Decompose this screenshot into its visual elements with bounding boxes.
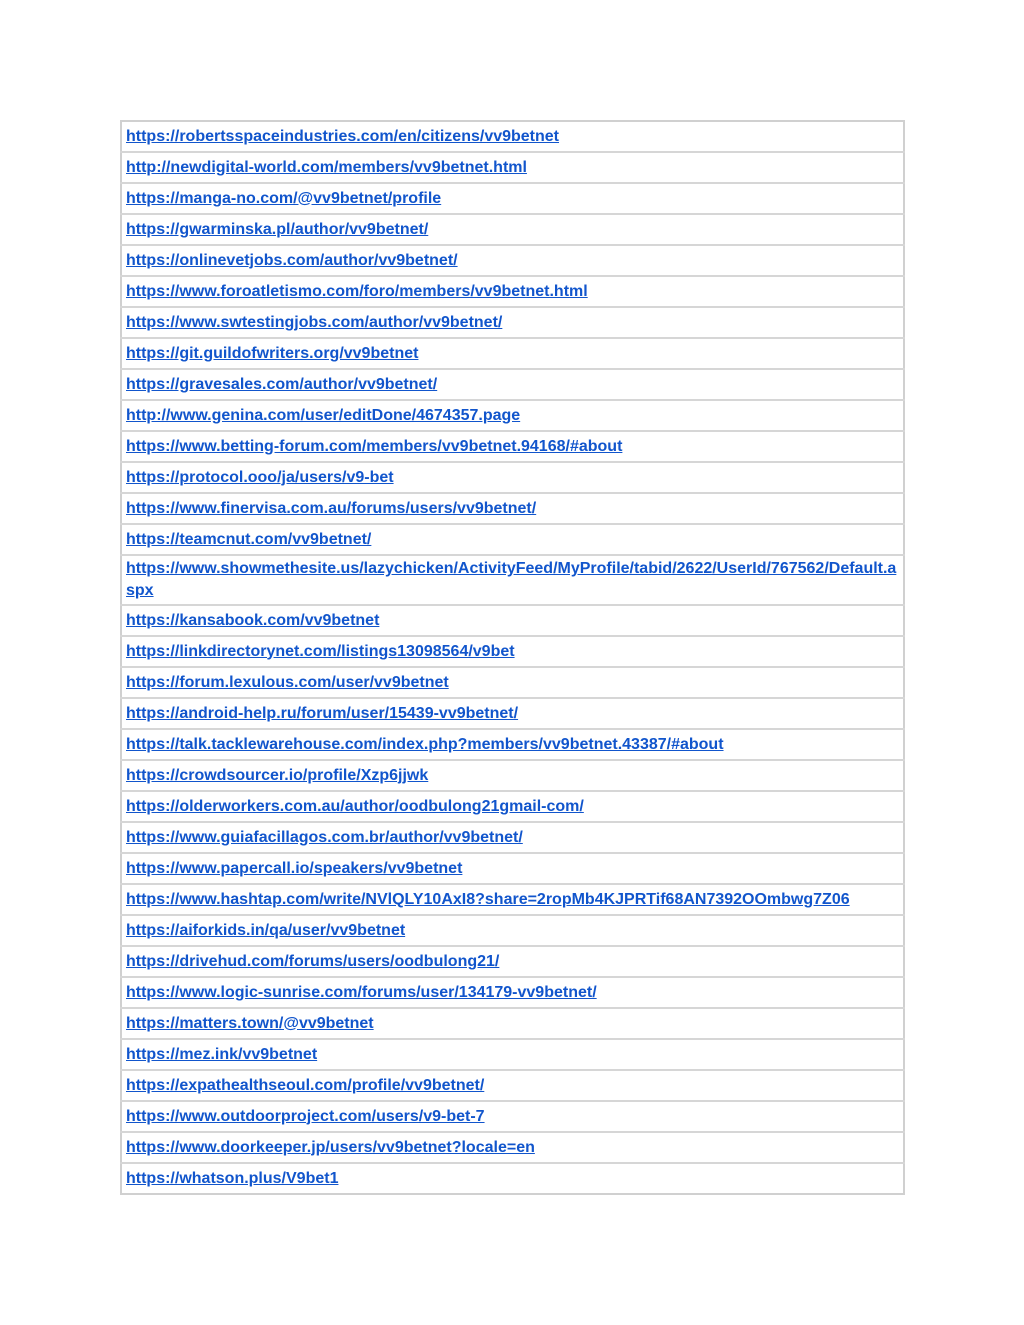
table-row [121,729,904,760]
table-cell [121,1070,904,1101]
table-row [121,462,904,493]
link-lexulous[interactable]: https://forum.lexulous.com/user/vv9betnet [126,673,449,691]
link-foroatletismo[interactable]: https://www.foroatletismo.com/foro/members/vv9betnet.html [126,282,588,300]
link-doorkeeper[interactable]: https://www.doorkeeper.jp/users/vv9betnet?locale=en [126,1138,535,1156]
link-olderworkers[interactable]: https://olderworkers.com.au/author/oodbulong21gmail-com/ [126,797,584,815]
table-cell [121,822,904,853]
table-row [121,524,904,555]
table-cell [121,183,904,214]
document-page [120,120,905,1195]
link-swtestingjobs[interactable]: https://www.swtestingjobs.com/author/vv9betnet/ [126,313,503,331]
table-row [121,1070,904,1101]
link-showmethesite[interactable]: https://www.showmethesite.us/lazychicken/ActivityFeed/MyProfile/tabid/2622/UserId/767562/Default.aspx [126,560,897,599]
link-tacklewarehouse[interactable]: https://talk.tacklewarehouse.com/index.php?members/vv9betnet.43387/#about [126,735,724,753]
link-guildofwriters[interactable]: https://git.guildofwriters.org/vv9betnet [126,344,419,362]
link-outdoorproject[interactable]: https://www.outdoorproject.com/users/v9-bet-7 [126,1107,485,1125]
link-gravesales[interactable]: https://gravesales.com/author/vv9betnet/ [126,375,438,393]
table-row [121,431,904,462]
table-cell [121,214,904,245]
table-cell [121,400,904,431]
table-row [121,338,904,369]
table-row [121,822,904,853]
table-row [121,1163,904,1194]
table-cell [121,729,904,760]
link-linkdirectorynet[interactable]: https://linkdirectorynet.com/listings13098564/v9bet [126,642,515,660]
table-row [121,915,904,946]
link-betting-forum[interactable]: https://www.betting-forum.com/members/vv9betnet.94168/#about [126,437,623,455]
table-cell [121,1132,904,1163]
table-cell [121,307,904,338]
link-onlinevetjobs[interactable]: https://onlinevetjobs.com/author/vv9betnet/ [126,251,458,269]
table-cell [121,1039,904,1070]
link-gwarminska[interactable]: https://gwarminska.pl/author/vv9betnet/ [126,220,429,238]
table-cell [121,667,904,698]
table-cell [121,946,904,977]
table-row [121,667,904,698]
table-cell [121,462,904,493]
table-cell [121,698,904,729]
link-crowdsourcer[interactable]: https://crowdsourcer.io/profile/Xzp6jjwk [126,766,429,784]
table-row [121,276,904,307]
link-android-help[interactable]: https://android-help.ru/forum/user/15439-vv9betnet/ [126,704,519,722]
link-mez-ink[interactable]: https://mez.ink/vv9betnet [126,1045,318,1063]
table-row [121,853,904,884]
table-row [121,1132,904,1163]
table-cell [121,760,904,791]
table-cell [121,493,904,524]
table-row [121,245,904,276]
table-row [121,946,904,977]
table-row [121,698,904,729]
table-cell [121,121,904,152]
link-table [120,120,905,1195]
table-row [121,555,904,605]
table-row [121,400,904,431]
table-cell [121,853,904,884]
table-cell [121,276,904,307]
table-cell [121,1101,904,1132]
table-cell [121,369,904,400]
table-row [121,977,904,1008]
table-cell [121,977,904,1008]
link-hashtap[interactable]: https://www.hashtap.com/write/NVlQLY10AxI8?share=2ropMb4KJPRTif68AN7392OOmbwg7Z06 [126,890,850,908]
table-cell [121,605,904,636]
link-finervisa[interactable]: https://www.finervisa.com.au/forums/users/vv9betnet/ [126,499,537,517]
link-kansabook[interactable]: https://kansabook.com/vv9betnet [126,611,380,629]
table-row [121,791,904,822]
table-row [121,1039,904,1070]
table-cell [121,884,904,915]
link-manga-no[interactable]: https://manga-no.com/@vv9betnet/profile [126,189,442,207]
table-row [121,493,904,524]
table-row [121,760,904,791]
table-row [121,1008,904,1039]
link-guiafacillagos[interactable]: https://www.guiafacillagos.com.br/author/vv9betnet/ [126,828,523,846]
table-row [121,369,904,400]
link-robertsspaceindustries[interactable]: https://robertsspaceindustries.com/en/citizens/vv9betnet [126,127,560,145]
table-cell [121,431,904,462]
table-cell [121,152,904,183]
table-row [121,884,904,915]
link-genina[interactable]: http://www.genina.com/user/editDone/4674357.page [126,406,521,424]
table-row [121,636,904,667]
table-row [121,121,904,152]
table-cell [121,524,904,555]
table-row [121,152,904,183]
table-cell [121,338,904,369]
link-matters-town[interactable]: https://matters.town/@vv9betnet [126,1014,374,1032]
link-newdigital-world[interactable]: http://newdigital-world.com/members/vv9betnet.html [126,158,527,176]
link-aiforkids[interactable]: https://aiforkids.in/qa/user/vv9betnet [126,921,406,939]
link-protocol-ooo[interactable]: https://protocol.ooo/ja/users/v9-bet [126,468,394,486]
link-whatson-plus[interactable]: https://whatson.plus/V9bet1 [126,1169,339,1187]
link-logic-sunrise[interactable]: https://www.logic-sunrise.com/forums/user/134179-vv9betnet/ [126,983,597,1001]
table-row [121,605,904,636]
table-row [121,307,904,338]
table-cell [121,555,904,605]
table-cell [121,915,904,946]
table-cell [121,636,904,667]
table-row [121,183,904,214]
table-cell [121,245,904,276]
table-cell [121,791,904,822]
table-row [121,214,904,245]
link-papercall[interactable]: https://www.papercall.io/speakers/vv9betnet [126,859,463,877]
link-expathealthseoul[interactable]: https://expathealthseoul.com/profile/vv9betnet/ [126,1076,485,1094]
link-drivehud[interactable]: https://drivehud.com/forums/users/oodbulong21/ [126,952,500,970]
link-teamcnut[interactable]: https://teamcnut.com/vv9betnet/ [126,530,372,548]
table-cell [121,1163,904,1194]
table-row [121,1101,904,1132]
table-cell [121,1008,904,1039]
